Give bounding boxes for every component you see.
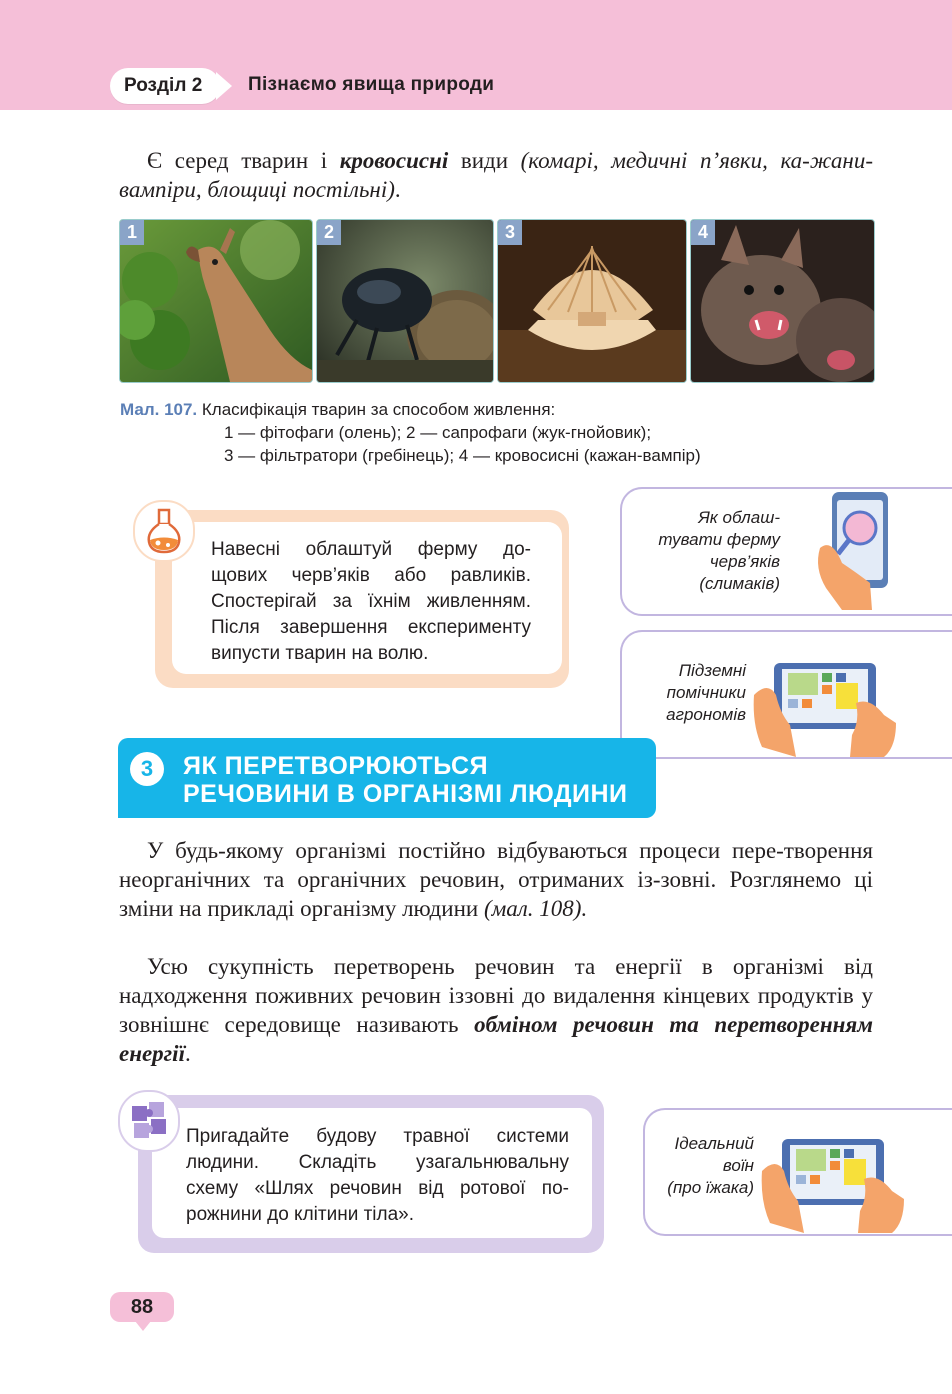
photo-number: 4: [691, 220, 715, 245]
photo-number: 1: [120, 220, 144, 245]
photo-number: 2: [317, 220, 341, 245]
intro-text-mid: види: [448, 148, 521, 173]
caption-line: 3 — фільтратори (гребінець); 4 — кровосисні (кажан-вампір): [224, 446, 701, 465]
puzzle-icon: [120, 1092, 178, 1150]
flask-badge: [133, 500, 195, 562]
card-line: (слимаків): [699, 574, 780, 593]
photo-scallop: [497, 219, 687, 383]
body-p2-text: Усю сукупність перетворень речовин та енергії в організмі від надходження поживних речовин іззовні до видалення кінцевих продуктів у зовнішнє середовище називають: [119, 954, 873, 1037]
card-line: Ідеальний: [674, 1134, 754, 1153]
flask-icon: [135, 502, 193, 560]
section-title-line: РЕЧОВИНИ В ОРГАНІЗМІ ЛЮДИНИ: [183, 780, 628, 808]
page-number: 88: [110, 1292, 174, 1322]
group-line: людини. Складіть узагальнювальну: [186, 1152, 569, 1173]
video-card-text: [630, 507, 780, 595]
group-line: Пригадайте будову травної системи: [186, 1126, 569, 1147]
group-line: рожнини до клітини тіла».: [186, 1204, 415, 1225]
caption-title: Класифікація тварин за способом живлення:: [201, 400, 556, 419]
chapter-label: Розділ 2: [124, 75, 203, 96]
experiment-line: Навесні облаштуй ферму до-: [211, 539, 531, 560]
experiment-line: випусти тварин на волю.: [211, 643, 429, 664]
body-p2-term: обміном речовин та перетворенням енергії: [119, 1012, 873, 1066]
caption-line: 1 — фітофаги (олень); 2 — сапрофаги (жук-гнойовик);: [224, 423, 652, 442]
section-number: 3: [130, 752, 164, 786]
body-paragraph-2: [119, 952, 873, 1068]
caption-label: Мал. 107.: [120, 400, 198, 419]
experiment-line: щових черв’яків або равликів.: [211, 565, 531, 586]
intro-paragraph: [119, 146, 873, 204]
intro-text-start: Є серед тварин і: [147, 148, 340, 173]
card-line: помічники: [666, 683, 746, 702]
puzzle-badge: [118, 1090, 180, 1152]
intro-text-end: .: [394, 177, 401, 202]
photo-deer: [119, 219, 313, 383]
figure-reference: (мал. 108).: [483, 896, 588, 921]
video-card-text: [650, 1133, 754, 1199]
page-number-pointer: [135, 1321, 151, 1331]
tablet-video-icon: [752, 655, 898, 757]
card-line: агрономів: [666, 705, 746, 724]
card-line: (про їжака): [667, 1178, 754, 1197]
tablet-video-icon: [760, 1131, 906, 1233]
intro-term: кровосисні: [339, 148, 449, 173]
body-p2-end: .: [184, 1041, 191, 1066]
section-title: [183, 752, 653, 808]
intro-examples: (комарі, медичні п’явки, ка-жани-вампіри, блощиці постільні): [119, 148, 873, 202]
phone-search-icon: [812, 488, 892, 610]
chapter-arrow-icon: [216, 72, 232, 100]
experiment-line: Спостерігай за їхнім живленням.: [211, 591, 531, 612]
photo-beetle: [316, 219, 494, 383]
figure-caption: [120, 398, 701, 467]
photo-bat: [690, 219, 875, 383]
chapter-chip: [110, 68, 220, 104]
card-line: тувати ферму: [658, 530, 780, 549]
group-task-text: [186, 1124, 569, 1228]
chapter-title: Пізнаємо явища природи: [248, 74, 495, 95]
experiment-text: [211, 537, 531, 667]
body-p1-text: У будь-якому організмі постійно відбуваються процеси пере-творення неорганічних та органічних речовин, отриманих із-зовні. Розглянемо ці зміни на прикладі організму людини: [119, 838, 873, 921]
card-line: Підземні: [678, 661, 746, 680]
card-line: воїн: [722, 1156, 754, 1175]
photo-number: 3: [498, 220, 522, 245]
body-paragraph-1: [119, 836, 873, 923]
experiment-line: Після завершення експерименту: [211, 617, 531, 638]
card-line: черв’яків: [709, 552, 780, 571]
video-card-text: [630, 660, 746, 726]
section-title-line: ЯК ПЕРЕТВОРЮЮТЬСЯ: [183, 752, 489, 780]
group-line: схему «Шлях речовин від ротової по-: [186, 1178, 569, 1199]
card-line: Як облаш-: [698, 508, 780, 527]
